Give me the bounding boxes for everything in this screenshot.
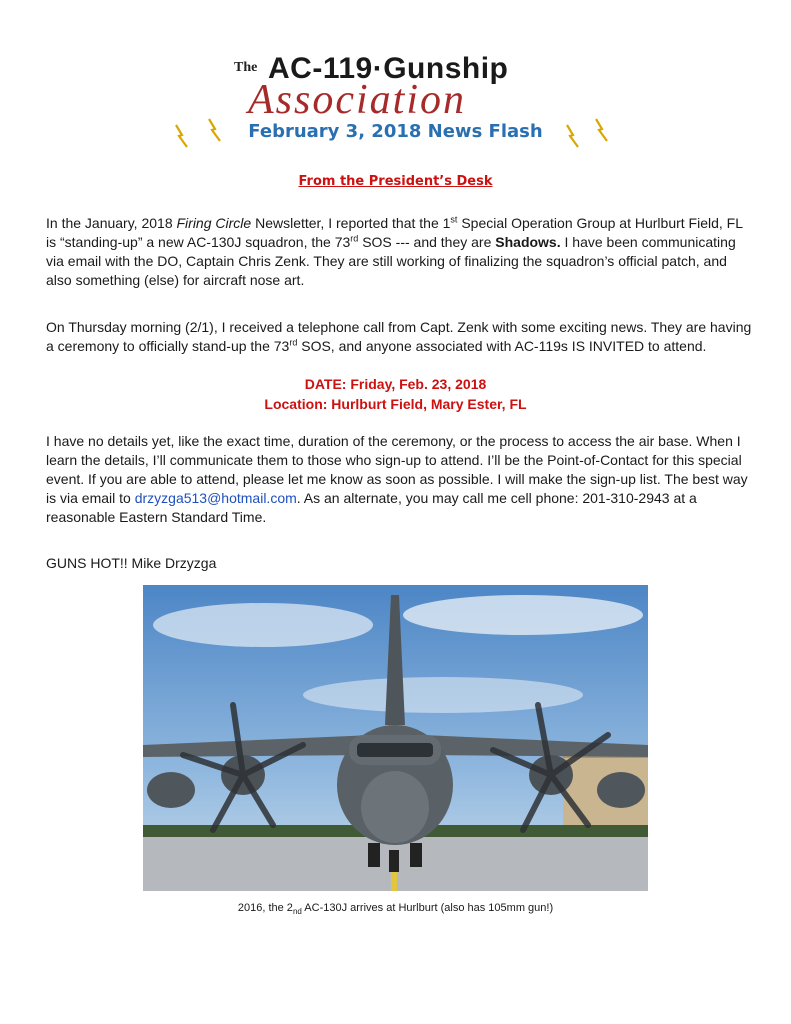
signoff: GUNS HOT!! Mike Drzyzga bbox=[46, 555, 217, 571]
logo-gunship-text: AC-119·Gunship bbox=[268, 52, 509, 85]
aircraft-photo bbox=[143, 585, 648, 891]
section-heading: From the President’s Desk bbox=[298, 174, 493, 189]
page-title: February 3, 2018 News Flash bbox=[248, 121, 543, 142]
paragraph-details: I have no details yet, like the exact time, duration of the ceremony, or the process to access the air base. When I learn the details, I’ll communicate them to those who sign-up to attend. I’ll be the Point-of-Contact for this special event. If you are able to attend, please let me know as soon as possible. I will make the sign-up list. The best way is via email to drzyzga513@hotmail.com. As an alternate, you may call me cell phone: 201-310-2943 at a reasonable Eastern Standard Time. bbox=[46, 433, 748, 525]
event-date: DATE: Friday, Feb. 23, 2018 bbox=[304, 376, 487, 392]
association-logo bbox=[234, 52, 558, 123]
logo-association-text: Association bbox=[248, 77, 466, 123]
paragraph-intro: In the January, 2018 Firing Circle Newsletter, I reported that the 1st Special Operation Group at Hurlburt Field, FL is “standing-up” a new AC-130J squadron, the 73rd SOS --- and they are Shadows. I have been communicating via email with the DO, Captain Chris Zenk. They are still working of finalizing the squadron’s official patch, and also something (else) for aircraft nose art. bbox=[46, 214, 743, 288]
email-link[interactable]: drzyzga513@hotmail.com bbox=[134, 490, 297, 506]
photo-caption: 2016, the $2_{nd}$ AC-130J arrives at Hurlburt (also has 105mm gun!) bbox=[237, 902, 554, 917]
logo-the-text: The bbox=[234, 60, 258, 75]
paragraph-ceremony: On Thursday morning (2/1), I received a telephone call from Capt. Zenk with some exciting news. They are having a ceremony to officially stand-up the 73rd SOS, and anyone associated with AC-119s IS INVITED to attend. bbox=[46, 319, 752, 354]
event-location: Location: Hurlburt Field, Mary Ester, FL bbox=[264, 396, 527, 412]
